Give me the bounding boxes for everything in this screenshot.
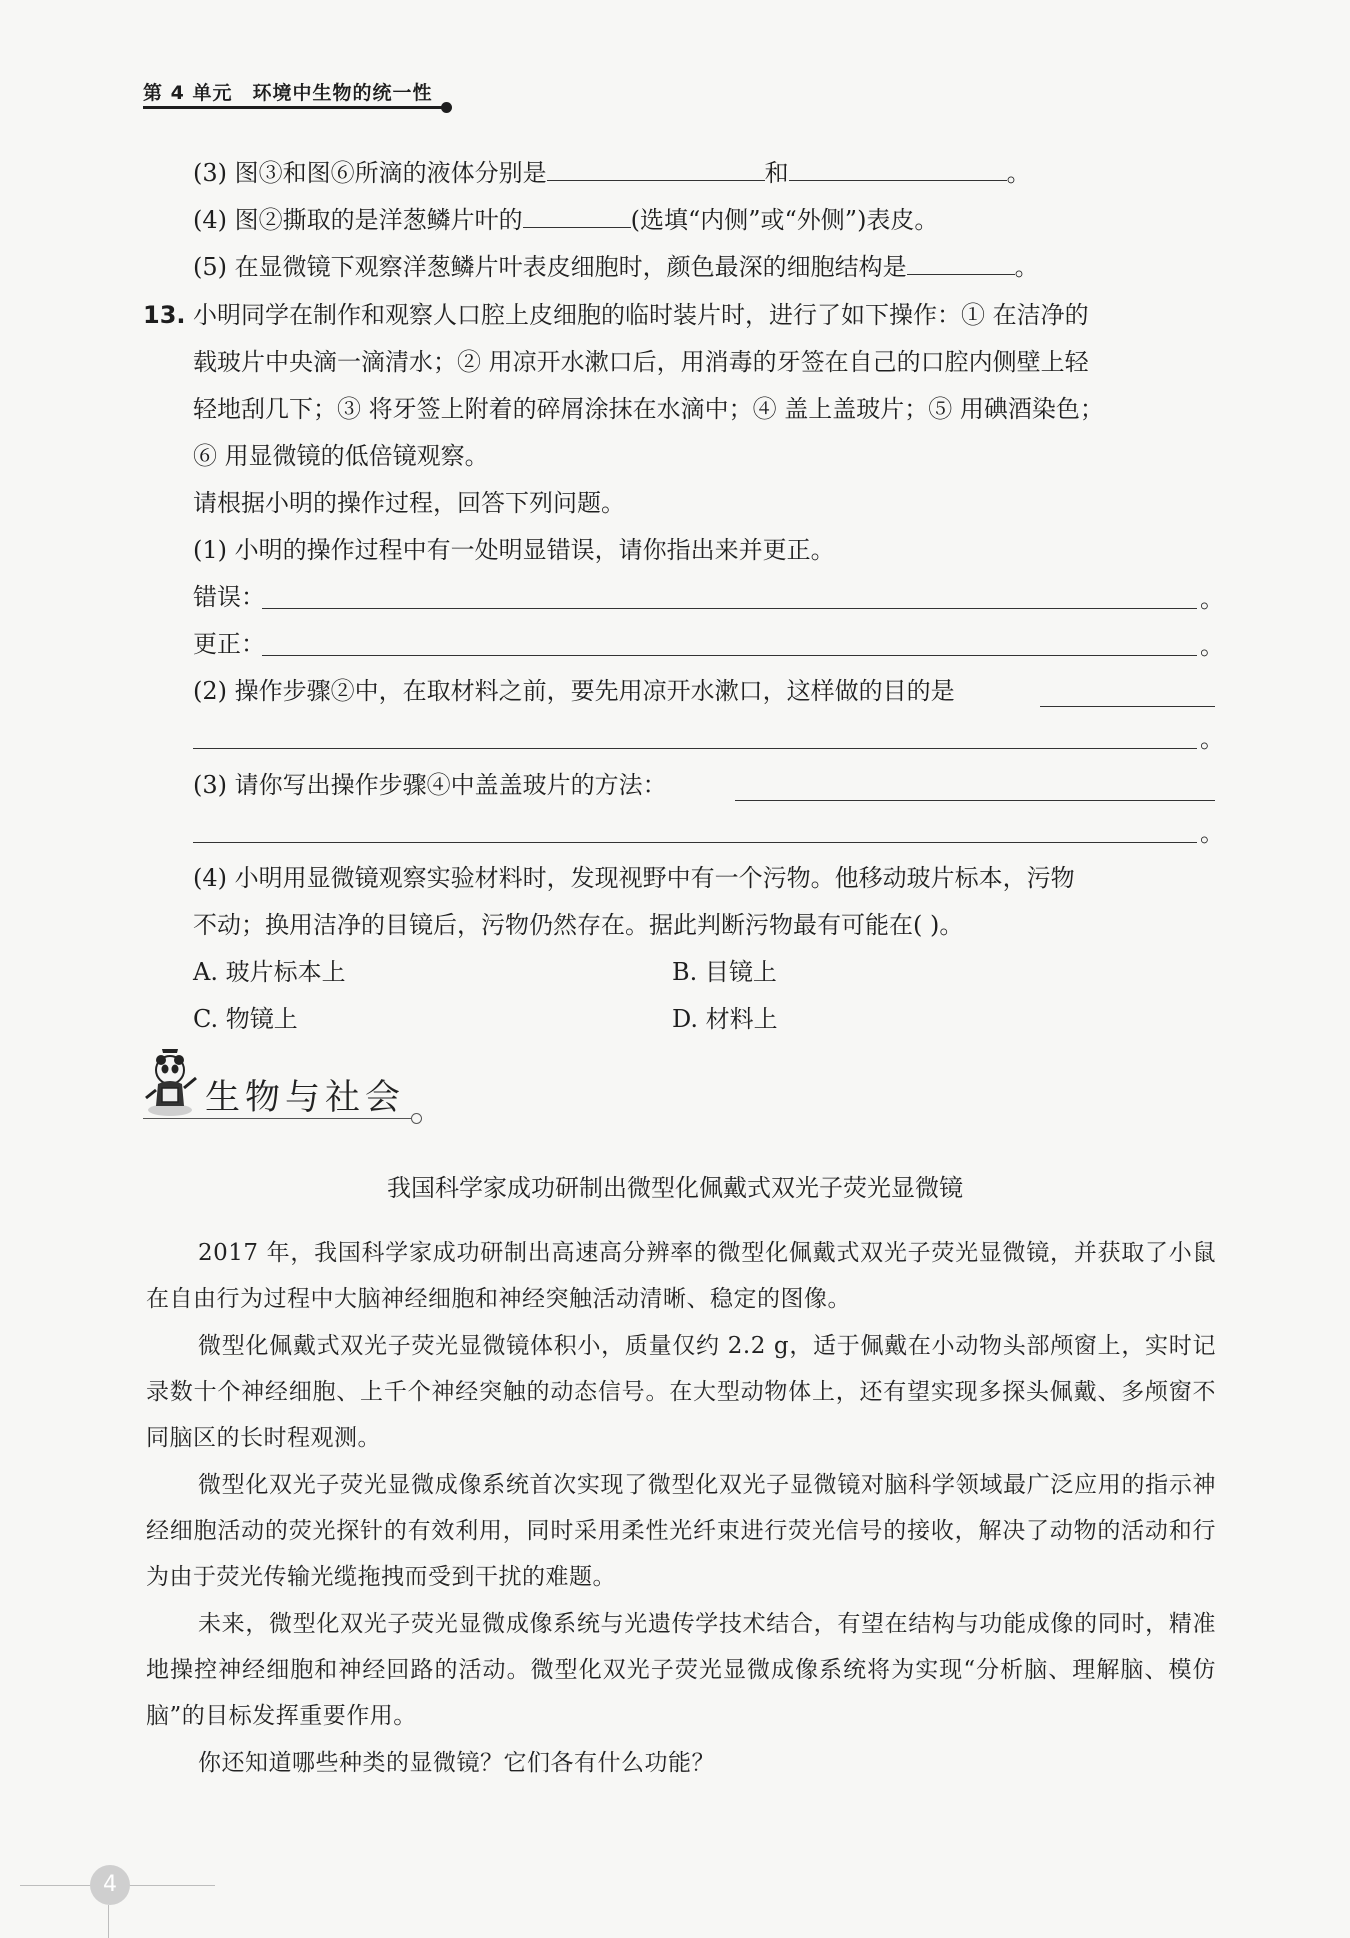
q13-stem-line: ⑥ 用显微镜的低倍镜观察。 — [193, 442, 489, 470]
q13-part4-line: (4) 小明用显微镜观察实验材料时，发现视野中有一个污物。他移动玻片标本，污物 — [193, 864, 1075, 892]
q12-part4: (4) 图②撕取的是洋葱鳞片叶的 (选填“内侧”或“外侧”)表皮。 — [193, 206, 939, 234]
article-paragraph: 微型化双光子荧光显微成像系统首次实现了微型化双光子显微镜对脑科学领域最广泛应用的指示神经细胞活动的荧光探针的有效利用，同时采用柔性光纤束进行荧光信号的接收，解决了动物的活动和行为由于荧光传输光缆拖拽而受到干扰的难题。 — [146, 1472, 1216, 1590]
correct-answer-line[interactable] — [262, 655, 1197, 656]
option-b[interactable]: B. 目镜上 — [672, 958, 777, 986]
header-rule — [143, 106, 445, 109]
period: 。 — [1200, 725, 1224, 753]
q13-stem-line: 小明同学在制作和观察人口腔上皮细胞的临时装片时，进行了如下操作：① 在洁净的 — [193, 301, 1089, 329]
article-question: 你还知道哪些种类的显微镜？它们各有什么功能？ — [198, 1750, 715, 1776]
period: 。 — [1200, 632, 1224, 660]
q13-part3: (3) 请你写出操作步骤④中盖盖玻片的方法： — [193, 771, 667, 799]
correct-label: 更正： — [193, 630, 265, 658]
answer-blank[interactable] — [523, 205, 631, 228]
q13-part2: (2) 操作步骤②中，在取材料之前，要先用凉开水漱口，这样做的目的是 — [193, 677, 955, 705]
section-dot — [411, 1113, 422, 1124]
q12-part3: (3) 图③和图⑥所滴的液体分别是 和 。 — [193, 159, 1031, 187]
answer-line[interactable] — [193, 842, 1197, 843]
article-title: 我国科学家成功研制出微型化佩戴式双光子荧光显微镜 — [387, 1174, 963, 1202]
article-paragraph: 微型化佩戴式双光子荧光显微镜体积小，质量仅约 2.2 g，适于佩戴在小动物头部颅窗上，实时记录数十个神经细胞、上千个神经突触的动态信号。在大型动物体上，还有望实现多探头佩戴、多颅窗不同脑区的长时程观测。 — [146, 1333, 1216, 1451]
answer-line[interactable] — [1040, 706, 1215, 707]
option-a[interactable]: A. 玻片标本上 — [193, 958, 346, 986]
section-title: 生物与社会 — [205, 1078, 406, 1118]
page-number: 4 — [90, 1865, 130, 1905]
answer-blank[interactable] — [789, 158, 1007, 181]
article-paragraph: 未来，微型化双光子荧光显微成像系统与光遗传学技术结合，有望在结构与功能成像的同时，精准地操控神经细胞和神经回路的活动。微型化双光子荧光显微成像系统将为实现“分析脑、理解脑、模仿脑”的目标发挥重要作用。 — [146, 1611, 1216, 1729]
footer-vline — [108, 1905, 109, 1938]
unit-label: 第 4 单元 — [143, 82, 233, 104]
period: 。 — [1200, 819, 1224, 847]
section-rule — [143, 1118, 413, 1119]
answer-blank[interactable] — [547, 158, 765, 181]
period: 。 — [1200, 585, 1224, 613]
answer-line[interactable] — [193, 748, 1197, 749]
q12-part5: (5) 在显微镜下观察洋葱鳞片叶表皮细胞时，颜色最深的细胞结构是 。 — [193, 253, 1039, 281]
answer-blank[interactable] — [907, 252, 1015, 275]
unit-title: 环境中生物的统一性 — [252, 82, 433, 104]
article-paragraph: 2017 年，我国科学家成功研制出高速高分辨率的微型化佩戴式双光子荧光显微镜，并获取了小鼠在自由行为过程中大脑神经细胞和神经突触活动清晰、稳定的图像。 — [146, 1240, 1216, 1312]
q13-stem-line: 轻地刮几下；③ 将牙签上附着的碎屑涂抹在水滴中；④ 盖上盖玻片；⑤ 用碘酒染色； — [193, 395, 1104, 423]
question-number: 13. — [143, 301, 186, 329]
error-label: 错误： — [193, 583, 265, 611]
error-answer-line[interactable] — [262, 608, 1197, 609]
option-c[interactable]: C. 物镜上 — [193, 1005, 298, 1033]
q13-part1: (1) 小明的操作过程中有一处明显错误，请你指出来并更正。 — [193, 536, 835, 564]
q13-prompt: 请根据小明的操作过程，回答下列问题。 — [193, 489, 625, 517]
q13-stem-line: 载玻片中央滴一滴清水；② 用凉开水漱口后，用消毒的牙签在自己的口腔内侧壁上轻 — [193, 348, 1089, 376]
q13-part4-line: 不动；换用洁净的目镜后，污物仍然存在。据此判断污物最有可能在( )。 — [193, 911, 964, 939]
header-dot — [441, 102, 452, 113]
answer-line[interactable] — [735, 800, 1215, 801]
page-header — [143, 78, 432, 105]
option-d[interactable]: D. 材料上 — [672, 1005, 778, 1033]
cartoon-mascot-icon — [140, 1048, 202, 1118]
